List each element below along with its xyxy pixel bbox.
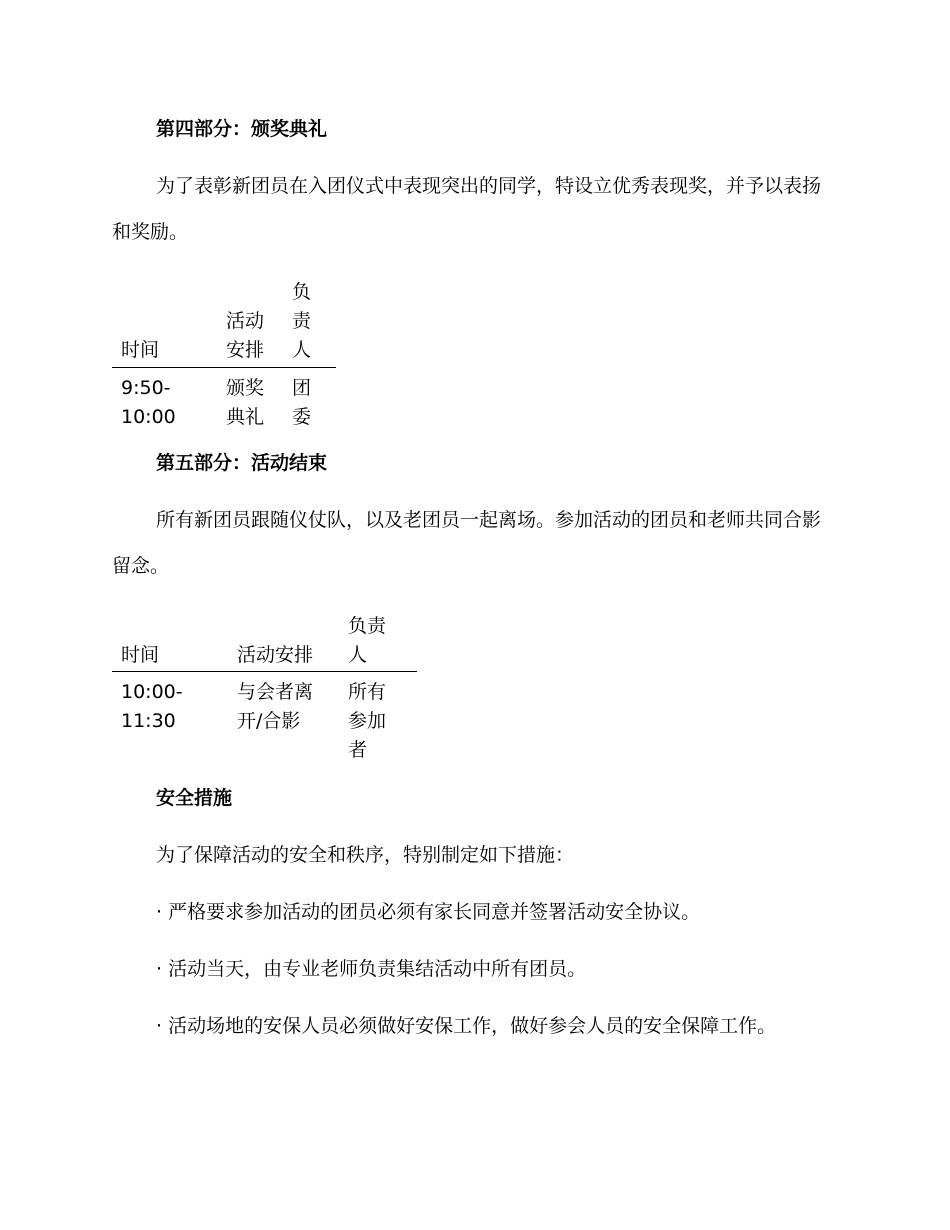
table-cell-activity: 颁奖典礼 (226, 377, 265, 428)
table-cell-time: 10:00-11:30 (121, 681, 183, 732)
safety-heading: 安全措施 (156, 787, 233, 809)
safety-item: · 严格要求参加活动的团员必须有家长同意并签署活动安全协议。 (156, 901, 701, 923)
table-header-rule (112, 367, 336, 368)
section5-table (112, 612, 432, 772)
table-cell-activity: 与会者离开/合影 (237, 681, 314, 732)
section5-paragraph: 所有新团员跟随仪仗队，以及老团员一起离场。参加活动的团员和老师共同合影留念。 (112, 509, 822, 577)
table-header-activity: 活动安排 (226, 310, 265, 361)
section4-heading: 第四部分：颁奖典礼 (156, 118, 328, 140)
table-cell-owner: 所有参加者 (348, 681, 387, 761)
table-header-owner: 负责人 (348, 615, 387, 666)
section4-paragraph: 为了表彰新团员在入团仪式中表现突出的同学，特设立优秀表现奖，并予以表扬和奖励。 (112, 175, 822, 243)
table-cell-owner: 团委 (292, 377, 312, 428)
table-header-time: 时间 (121, 339, 160, 361)
table-header-rule (112, 671, 417, 672)
safety-item: · 活动当天，由专业老师负责集结活动中所有团员。 (156, 958, 587, 980)
safety-intro: 为了保障活动的安全和秩序，特别制定如下措施： (156, 844, 575, 866)
table-header-owner: 负责人 (292, 281, 312, 361)
section5-heading: 第五部分：活动结束 (156, 452, 328, 474)
safety-item: · 活动场地的安保人员必须做好安保工作，做好参会人员的安全保障工作。 (156, 1015, 777, 1037)
table-header-activity: 活动安排 (237, 644, 314, 666)
table-cell-time: 9:50-10:00 (121, 377, 176, 428)
section4-table (112, 278, 342, 433)
table-header-time: 时间 (121, 644, 160, 666)
